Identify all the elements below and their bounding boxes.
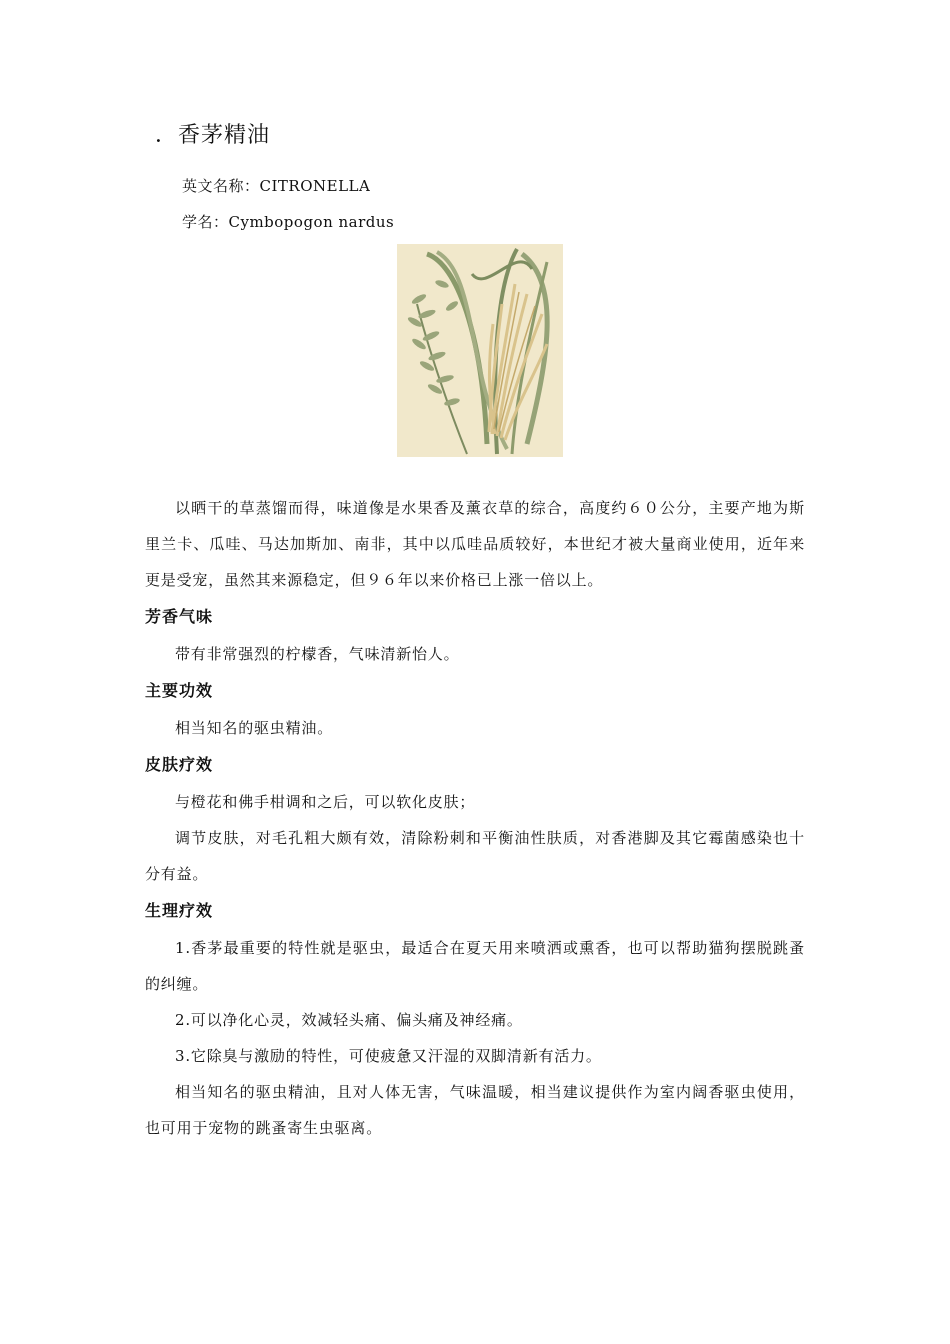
intro-paragraph: 以晒干的草蒸馏而得，味道像是水果香及薰衣草的综合，高度约６０公分，主要产地为斯里兰卡、瓜哇、马达加斯加、南非，其中以瓜哇品质较好，本世纪才被大量商业使用，近年来更是受宠，虽然其来源稳定，但９６年以来价格已上涨一倍以上。 (145, 499, 805, 589)
section-heading-main-effects: 主要功效 (145, 681, 214, 700)
citronella-illustration (397, 244, 563, 457)
section-heading-skin: 皮肤疗效 (145, 755, 214, 774)
main-effects-paragraph: 相当知名的驱虫精油。 (175, 719, 334, 737)
section-heading-physiology: 生理疗效 (145, 901, 214, 920)
page-title: ．香茅精油 (155, 123, 271, 148)
scientific-name: 学名：Cymbopogon nardus (182, 213, 395, 231)
citronella-grass-icon (397, 244, 563, 457)
skin-paragraph: 调节皮肤，对毛孔粗大颇有效，清除粉刺和平衡油性肤质，对香港脚及其它霉菌感染也十分有益。 (145, 829, 805, 883)
english-name: 英文名称：CITRONELLA (182, 177, 371, 195)
skin-paragraph: 与橙花和佛手柑调和之后，可以软化皮肤； (175, 793, 476, 811)
physiology-paragraph: 1.香茅最重要的特性就是驱虫，最适合在夏天用来喷洒或熏香，也可以帮助猫狗摆脱跳蚤的纠缠。 (145, 939, 805, 993)
physiology-paragraph: 2.可以净化心灵，效减轻头痛、偏头痛及神经痛。 (175, 1011, 523, 1029)
physiology-paragraph: 相当知名的驱虫精油，且对人体无害，气味温暖，相当建议提供作为室内阔香驱虫使用，也可用于宠物的跳蚤寄生虫驱离。 (145, 1083, 805, 1137)
section-heading-aroma: 芳香气味 (145, 607, 214, 626)
physiology-paragraph: 3.它除臭与激励的特性，可使疲惫又汗湿的双脚清新有活力。 (175, 1047, 602, 1065)
document-body (145, 490, 805, 1146)
aroma-paragraph: 带有非常强烈的柠檬香，气味清新怡人。 (175, 645, 460, 663)
